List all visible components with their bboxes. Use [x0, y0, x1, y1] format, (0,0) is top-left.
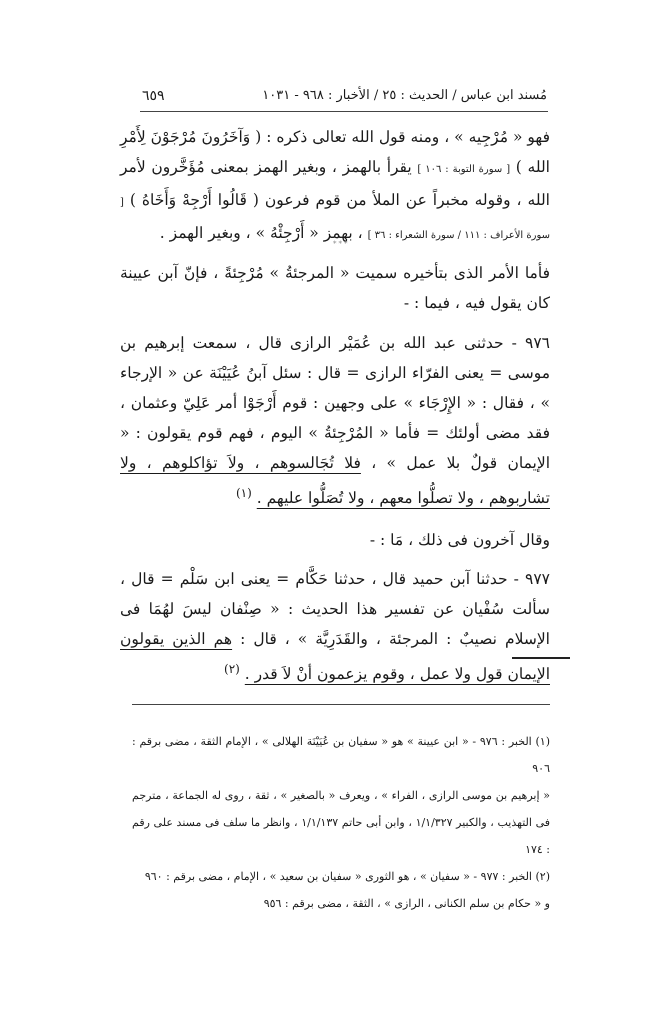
hadith-976 [120, 328, 550, 513]
footnote-marker: (١) [235, 486, 252, 500]
footnote-line: (١) الخبر : ٩٧٦ - « ابن عيينة » هو « سفيان بن عُيَيْنَة الهلالى » ، الإمام الثقة ، مضى برقم : ٩٠٦ [132, 735, 550, 775]
hadith-977 [120, 564, 550, 689]
page-number: ٦٥٩ [142, 88, 165, 104]
hadith-text: ٩٧٧ - حدثنا آبن حميد قال ، حدثنا حَكَّام = يعنى ابن سَلْم = قال ، سألت سُفْيان عن تفسير هذا الحديث : « صِنْفان ليسَ لهُمَا فى الإسلام نصيبٌ : المرجئة ، والقَدَرِيَّة » ، قال : [120, 570, 550, 648]
hand-drawn-rule [512, 657, 570, 659]
paragraph-text: ، بهمز « أَرْجِئْهُ » ، وبغير الهمز . [159, 224, 368, 242]
footnote-rule [132, 704, 550, 705]
paragraph-text: يقرأ بالهمز ، وبغير الهمز بمعنى مُؤَخَّرون لأمر الله ، وقوله مخبراً عن الملأ من قوم فرعون ( قَالُوا أَرْجِهْ وَأَخَاهُ ) [120, 158, 550, 209]
footnote-line: (٢) الخبر : ٩٧٧ - « سفيان » ، هو الثورى « سفيان بن سعيد » ، الإمام ، مضى برقم : ٩٦٠ [144, 870, 550, 883]
quran-reference: [ سورة الأعراف : ١١١ / سورة الشعراء : ٣٦ ] [120, 197, 550, 241]
underlined-text: هم الذين يقولون الإيمان قول ولا عمل ، وقوم يزعمون أنْ لاَ قدر . [120, 630, 550, 684]
header-rule [140, 111, 548, 112]
footnotes [132, 728, 550, 917]
footnote-line: و « حكام بن سلم الكنانى ، الرازى » ، الثقة ، مضى برقم : ٩٥٦ [263, 897, 550, 910]
underlined-text: فلا تُجَالسوهم ، ولاَ تؤاكلوهم ، ولا تشاربوهم ، ولا تصلُّوا معهم ، ولا تُصَلُّوا عليهم . [120, 454, 550, 508]
paragraph-ibn-uyayna-intro: فأما الأمر الذى بتأخيره سميت « المرجئةُ » مُرْجِئةً ، فإنّ آبن عيينة كان يقول فيه ، فيما : - [120, 264, 550, 312]
quran-reference: [ سورة التوبة : ١٠٦ ] [417, 164, 511, 175]
paragraph-irja-definition [120, 122, 550, 251]
section-separator: *** [333, 240, 350, 248]
footnote-line: « إبرهيم بن موسى الرازى ، الفراء » ، ويعرف « بالصغير » ، ثقة ، روى له الجماعة ، مترجم فى التهذيب ، والكبير ١/١/٣٢٧ ، وابن أبى حاتم ١/١/١٣٧ ، وانظر ما سلف فى مسند على رقم : ١٧٤ [132, 789, 551, 856]
running-header [142, 88, 547, 112]
paragraph-others-said: وقال آخرون فى ذلك ، مَا : - [369, 531, 550, 549]
header-title: مُسند ابن عباس / الحديث : ٢٥ / الأخبار : ٩٦٨ - ١٠٣١ [262, 88, 547, 103]
hadith-text: ٩٧٦ - حدثنى عبد الله بن عُمَيْر الرازى قال ، سمعت إبرهيم بن موسى = يعنى الفرّاء الرازى = قال : سئل آبنُ عُيَيْنَة عن « الإرجاء » ، فقال : « الإِرْجَاء » على وجهين : قوم أَرْجَوْا أمر عَلِيّ وعثمان ، فقد مضى أولئك = فأما « المُرْجِئةُ » اليوم ، فهم قوم يقولون : « الإيمان قولٌ بلا عمل » ، [120, 334, 550, 472]
paragraph-text: فهو « مُرْجِيه » ، ومنه قول الله تعالى ذكره : ( وَآخَرُونَ مُرْجَوْنَ لِأَمْرِ الله ) [120, 128, 550, 176]
footnote-marker: (٢) [224, 662, 240, 676]
